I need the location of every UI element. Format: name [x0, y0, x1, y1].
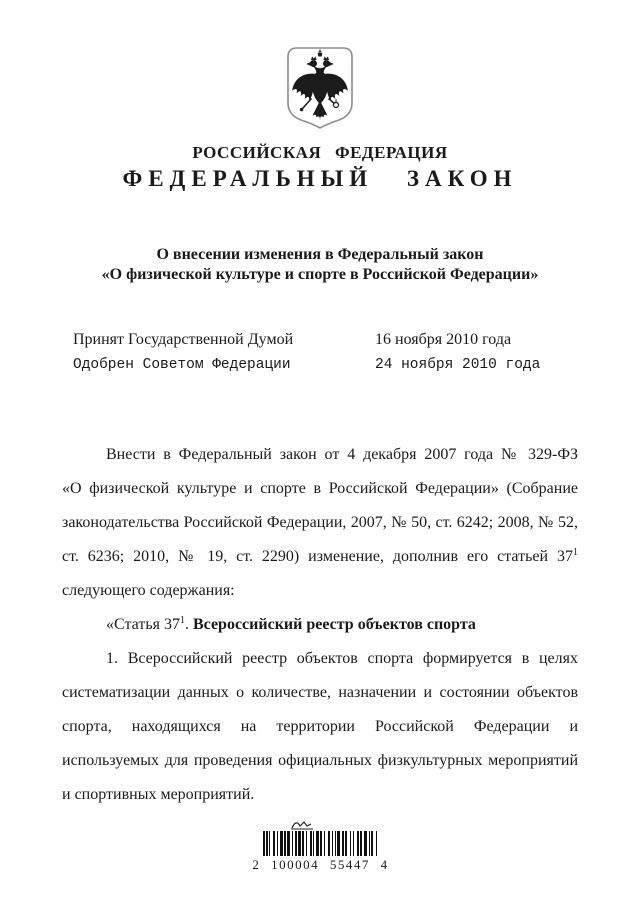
superscript: 1 [573, 547, 578, 558]
law-title [0, 245, 640, 285]
body-line: «О физической культуре и спорте в Российской Федерации» (Собрание [62, 480, 578, 497]
body-line-text: ст. 6236; 2010, № 19, ст. 2290) изменение, дополнив его статьей 37 [62, 548, 573, 565]
country-name: РОССИЙСКАЯ ФЕДЕРАЦИЯ [192, 143, 448, 162]
article-number: «Статья 37 [106, 616, 180, 633]
law-body [62, 438, 578, 812]
document-type-heading: ФЕДЕРАЛЬНЫЙ ЗАКОН [122, 166, 518, 191]
body-line: используемых для проведения официальных физкультурных мероприятий [62, 752, 578, 769]
coat-of-arms-icon [287, 47, 353, 129]
barcode-block [248, 819, 393, 873]
law-title-line2: «О физической культуре и спорте в Российской Федерации» [101, 266, 539, 283]
body-line: 1. Всероссийский реестр объектов спорта формируется в целях [106, 650, 578, 667]
article-separator: . [184, 616, 193, 633]
body-line: следующего содержания: [62, 582, 235, 599]
adoption-block [73, 331, 578, 383]
body-line: законодательства Российской Федерации, 2007, № 50, ст. 6242; 2008, № 52, [62, 514, 578, 531]
barcode-bars [263, 831, 379, 856]
council-date: 24 ноября 2010 года [375, 357, 541, 373]
body-line: Внести в Федеральный закон от 4 декабря 2007 года № 329-ФЗ [106, 446, 578, 463]
body-line [62, 540, 578, 574]
council-label: Одобрен Советом Федерации [73, 357, 291, 373]
adoption-row-duma [73, 331, 578, 357]
article-heading-line [62, 608, 578, 642]
superscript: 1 [179, 615, 185, 626]
law-title-line1: О внесении изменения в Федеральный закон [156, 246, 484, 263]
duma-date: 16 ноября 2010 года [375, 331, 512, 348]
coat-of-arms-of-russia [287, 47, 353, 129]
barcode-digits: 2 100004 55447 4 [252, 857, 389, 872]
adoption-row-council [73, 357, 578, 383]
body-line: и спортивных мероприятий. [62, 786, 255, 803]
body-line: спорта, находящихся на территории Российской Федерации и [62, 718, 578, 735]
print-mark-icon [290, 819, 316, 830]
duma-label: Принят Государственной Думой [73, 331, 294, 348]
body-line: систематизации данных о количестве, назначении и состоянии объектов [62, 684, 578, 701]
article-title: Всероссийский реестр объектов спорта [192, 616, 476, 633]
